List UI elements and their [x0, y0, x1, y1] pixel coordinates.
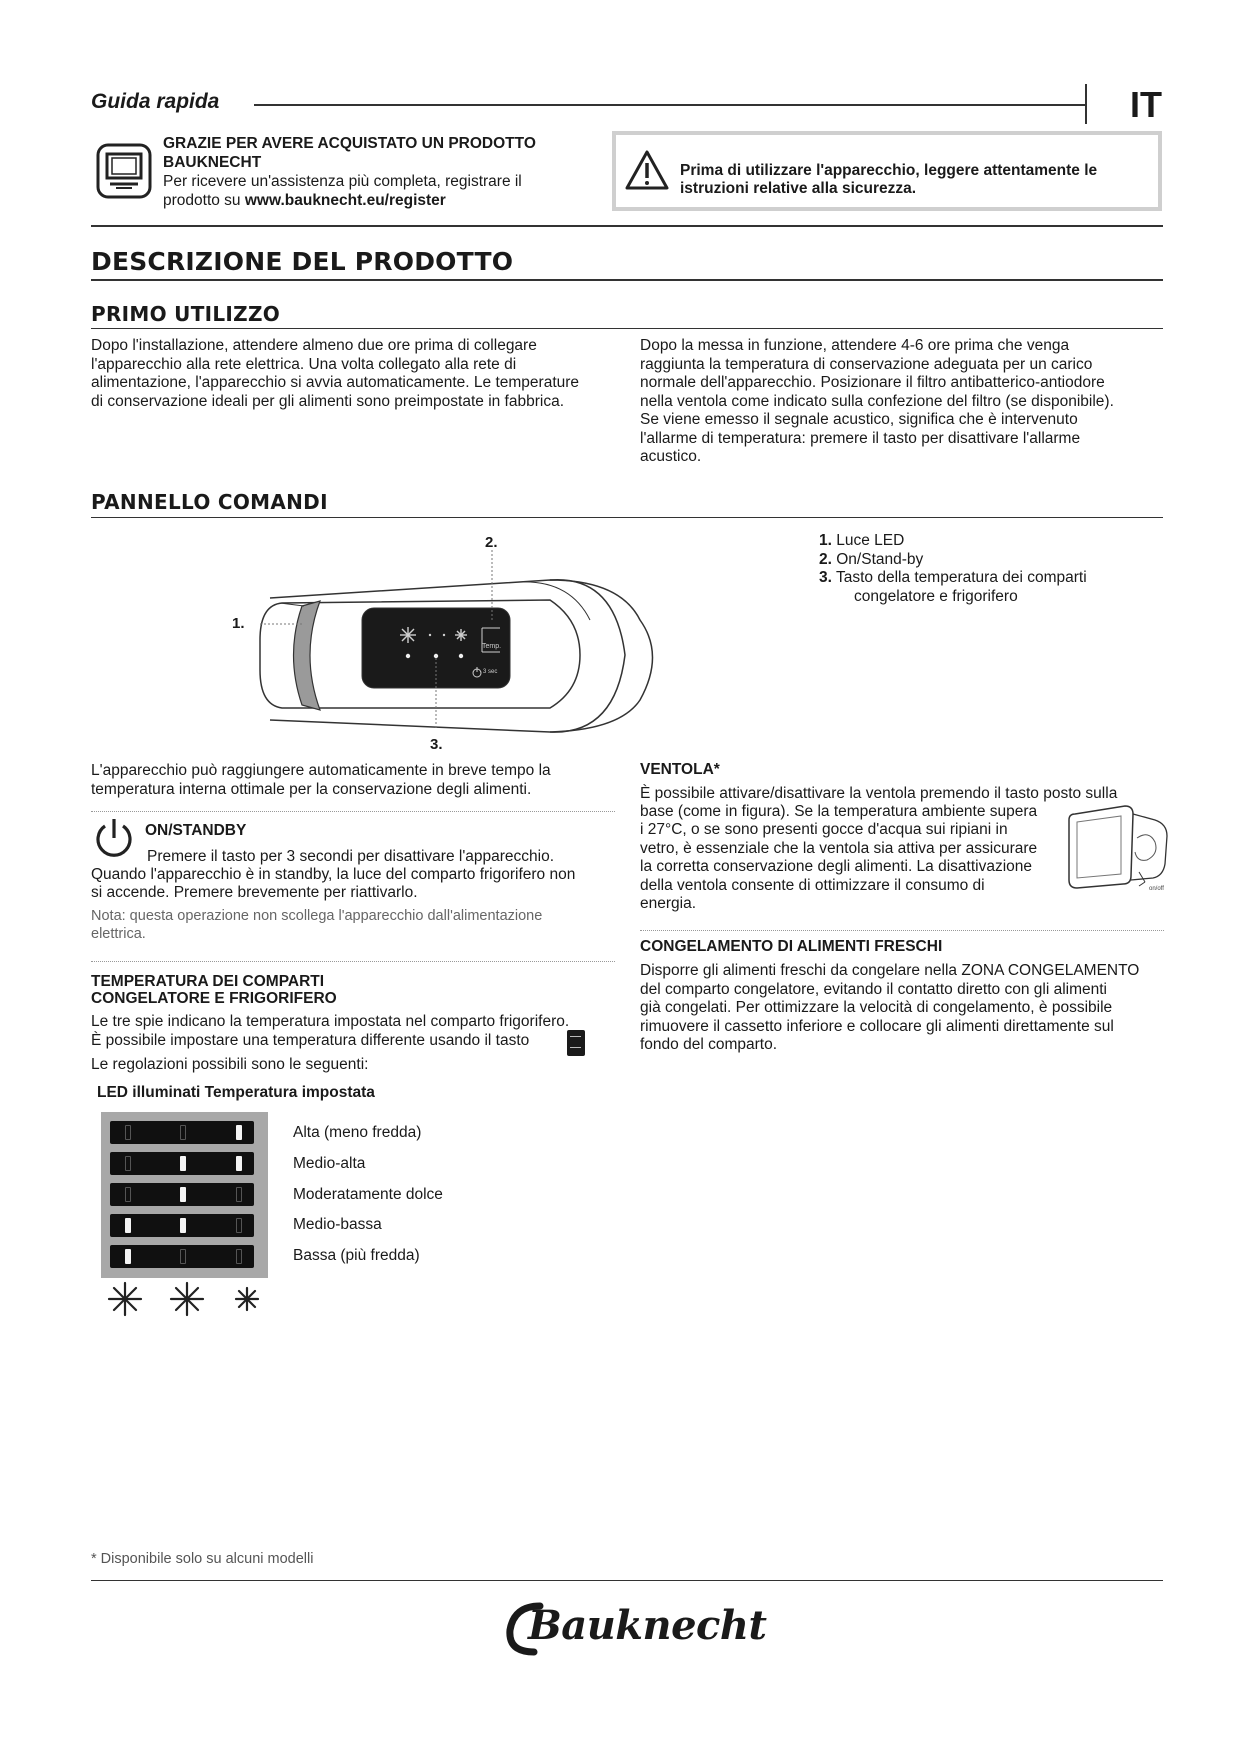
thanks-heading-2: BAUKNECHT: [163, 154, 262, 171]
language-code: IT: [1130, 84, 1162, 125]
divider-1: [91, 811, 615, 812]
onstandby-line-3: si accende. Premere brevemente per riattivarlo.: [91, 884, 418, 901]
setting-label-medium-low: Medio-bassa: [293, 1216, 382, 1233]
warning-text-1: Prima di utilizzare l'apparecchio, leggere attentamente le: [680, 162, 1098, 179]
thanks-text-2: prodotto su www.bauknecht.eu/register: [163, 192, 446, 209]
setting-label-medium-high: Medio-alta: [293, 1155, 366, 1172]
monitor-icon: [96, 143, 152, 199]
panel-standby-label: 3 sec: [483, 669, 498, 675]
led-settings-panel: [101, 1112, 268, 1278]
led-row: [110, 1121, 254, 1144]
register-link[interactable]: www.bauknecht.eu/register: [244, 192, 446, 209]
temp-button-icon: [567, 1030, 585, 1056]
fan-line-1: È possibile attivare/disattivare la ventola premendo il tasto posto sulla: [640, 785, 1118, 802]
brand-logo: [500, 1596, 767, 1658]
fan-title: VENTOLA*: [640, 761, 720, 778]
footer-rule: [91, 1580, 1163, 1581]
led-row: [110, 1214, 254, 1237]
temperature-line-1: Le tre spie indicano la temperatura impostata nel comparto frigorifero.: [91, 1013, 570, 1030]
fan-switch-label: on/off: [1149, 886, 1164, 892]
footnote: * Disponibile solo su alcuni modelli: [91, 1551, 314, 1567]
fan-line-5: la corretta conservazione degli alimenti. La disattivazione: [640, 858, 1033, 875]
power-icon: [91, 816, 137, 862]
legend-item-led: 1. Luce LED: [819, 532, 905, 549]
led-row: [110, 1245, 254, 1268]
callout-2: 2.: [485, 534, 498, 551]
onstandby-line-2: Quando l'apparecchio è in standby, la luce del comparto frigorifero non: [91, 866, 576, 883]
temperature-title-2: CONGELATORE E FRIGORIFERO: [91, 990, 337, 1007]
onstandby-title: ON/STANDBY: [145, 822, 247, 839]
legend-item-standby: 2. On/Stand-by: [819, 550, 924, 568]
setting-label-high: Alta (meno fredda): [293, 1124, 422, 1141]
intro-text: L'apparecchio può raggiungere automaticamente in breve tempo la temperatura interna ottimale per la conservazione degli alimenti.: [91, 762, 551, 798]
control-panel-legend: [819, 532, 1087, 606]
temperature-table-header: LED illuminati Temperatura impostata: [97, 1084, 375, 1101]
callout-3: 3.: [430, 736, 443, 753]
onstandby-line-1: Premere il tasto per 3 secondi per disattivare l'apparecchio.: [147, 848, 555, 865]
thanks-heading-1: GRAZIE PER AVERE ACQUISTATO UN PRODOTTO: [163, 135, 536, 152]
control-panel-rule: [91, 517, 1163, 518]
legend-item-temperature: 3. Tasto della temperatura dei comparti: [819, 569, 1087, 586]
header-rule: [254, 104, 1086, 106]
fan-line-6: della ventola consente di ottimizzare il consumo di: [640, 877, 985, 894]
warning-triangle-icon: [624, 149, 670, 191]
warning-text-2: istruzioni relative alla sicurezza.: [680, 180, 917, 197]
control-panel-illustration: [220, 530, 660, 745]
divider-3: [640, 930, 1164, 931]
temperature-line-2: È possibile impostare una temperatura differente usando il tasto: [91, 1032, 530, 1049]
panel-temp-button-label: Temp.: [482, 643, 502, 650]
led-row: [110, 1183, 254, 1206]
onstandby-note-2: elettrica.: [91, 926, 146, 942]
safety-warning-box: [612, 131, 1162, 211]
product-description-rule: [91, 279, 1163, 281]
header-title: Guida rapida: [91, 90, 220, 113]
setting-label-moderate: Moderatamente dolce: [293, 1186, 443, 1203]
first-use-right-column: Dopo la messa in funzione, attendere 4-6 ore prima che venga raggiunta la temperatura di conservazione adeguata per un carico normale dell'apparecchio. Posizionare il filtro antibatterico-antiodore nella ventola come indicato sulla confezione del filtro (se disponibile). Se viene emesso il segnale acustico, significa che è intervenuto l'allarme di temperatura: premere il tasto per disattivare l'allarme acustico.: [640, 337, 1114, 465]
brand-wordmark: Bauknecht: [528, 1602, 767, 1649]
freezing-title: CONGELAMENTO DI ALIMENTI FRESCHI: [640, 938, 943, 955]
onstandby-note-1: Nota: questa operazione non scollega l'apparecchio dall'alimentazione: [91, 908, 543, 924]
fan-line-4: vetro, è essenziale che la ventola sia attiva per assicurare: [640, 840, 1038, 857]
setting-label-low: Bassa (più fredda): [293, 1247, 420, 1264]
callout-1: 1.: [232, 615, 245, 632]
led-row: [110, 1152, 254, 1175]
temperature-title-1: TEMPERATURA DEI COMPARTI: [91, 973, 325, 990]
fan-line-2: base (come in figura). Se la temperatura ambiente supera: [640, 803, 1038, 820]
snowflake-icons: [101, 1281, 268, 1317]
first-use-left-column: Dopo l'installazione, attendere almeno due ore prima di collegare l'apparecchio alla rete elettrica. Una volta collegato alla rete di alimentazione, l'apparecchio si avvia automaticamente. Le temperature di conservazione ideali per gli alimenti sono preimpostate in fabbrica.: [91, 337, 580, 410]
header-bottom-rule: [91, 225, 1163, 227]
legend-item-temperature-cont: congelatore e frigorifero: [854, 587, 1018, 605]
thanks-text-1: Per ricevere un'assistenza più completa, registrare il: [163, 173, 522, 190]
control-panel-title: PANNELLO COMANDI: [91, 490, 328, 514]
first-use-title: PRIMO UTILIZZO: [91, 302, 281, 326]
first-use-rule: [91, 328, 1163, 329]
divider-2: [91, 961, 615, 962]
header-divider: [1085, 84, 1087, 124]
product-description-title: DESCRIZIONE DEL PRODOTTO: [91, 247, 514, 276]
fan-line-3: i 27°C, o se sono presenti gocce d'acqua sui ripiani in: [640, 821, 1008, 838]
fan-illustration: [1063, 802, 1173, 898]
fan-line-7: energia.: [640, 895, 697, 912]
freezing-text: Disporre gli alimenti freschi da congelare nella ZONA CONGELAMENTO del comparto congelatore, evitando il contatto diretto con gli alimenti già congelati. Per ottimizzare la velocità di congelamento, è possibile rimuovere il cassetto inferiore e collocare gli alimenti direttamente sul fondo del comparto.: [640, 962, 1140, 1053]
temperature-line-3: Le regolazioni possibili sono le seguenti:: [91, 1056, 369, 1073]
